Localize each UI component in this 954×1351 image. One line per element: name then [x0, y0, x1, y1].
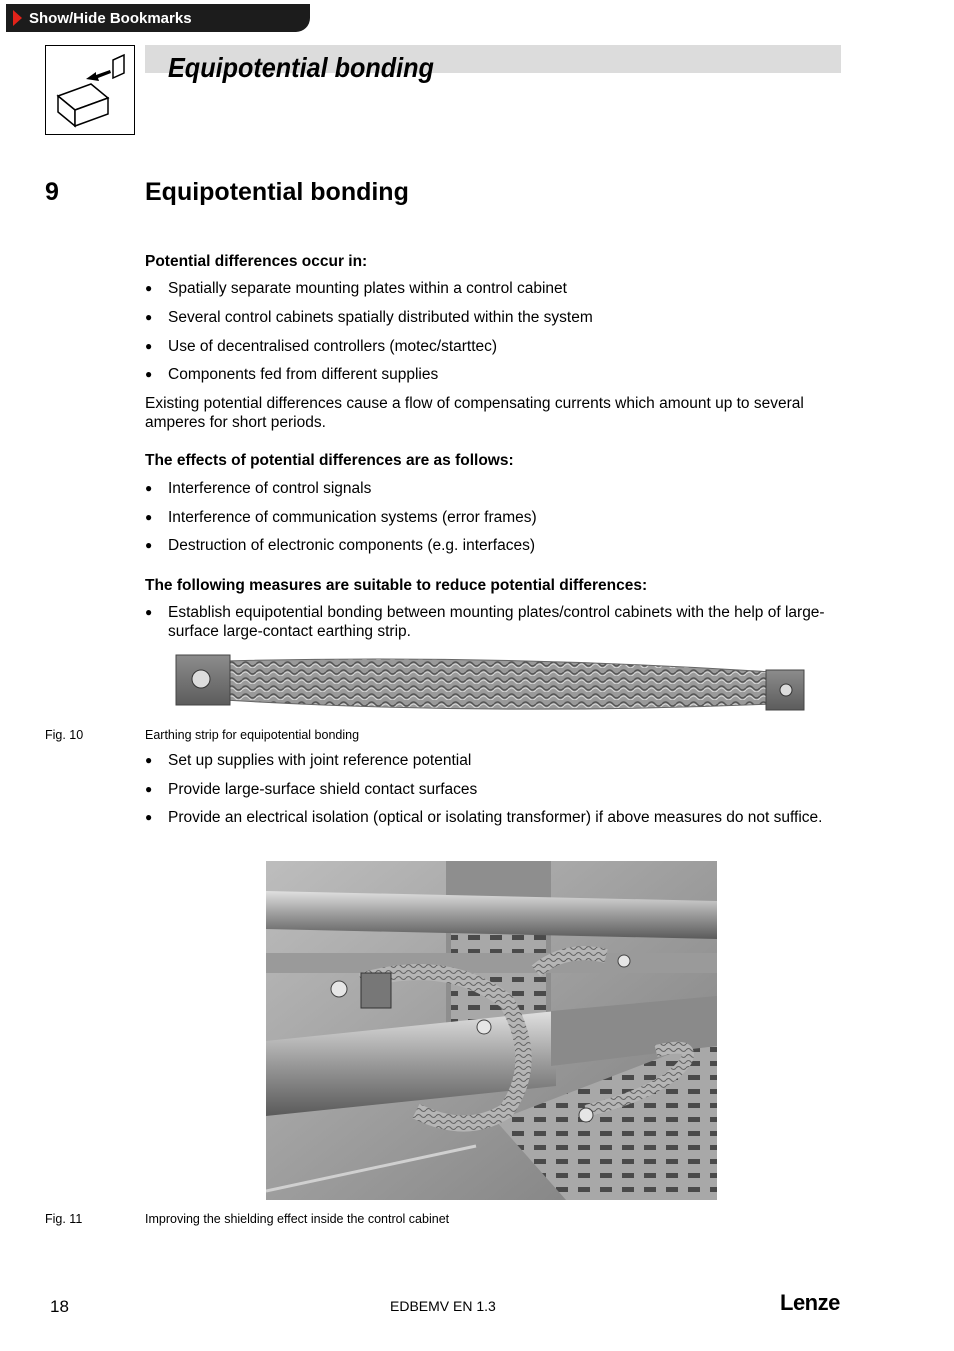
box-with-arrow-icon	[45, 45, 135, 135]
list-item: ● Set up supplies with joint reference potential	[145, 751, 845, 770]
section-effects	[145, 451, 845, 555]
list-item: ● Destruction of electronic components (e.g. interfaces)	[145, 536, 845, 555]
list-item: ● Components fed from different supplies	[145, 365, 845, 384]
page-header-title: Equipotential bonding	[168, 52, 434, 83]
triangle-right-icon	[13, 10, 22, 26]
list-item: ● Use of decentralised controllers (motec/starttec)	[145, 337, 845, 356]
chapter-number: 9	[45, 178, 59, 206]
figure-label: Fig. 10	[45, 728, 84, 742]
page-number: 18	[50, 1297, 69, 1316]
figure-caption: Earthing strip for equipotential bonding	[145, 728, 360, 742]
list-item: ● Interference of communication systems (error frames)	[145, 508, 845, 527]
section-measures	[145, 576, 845, 641]
control-cabinet-photo	[266, 861, 717, 1200]
list-item: ● Interference of control signals	[145, 479, 845, 498]
chapter-title: Equipotential bonding	[145, 178, 409, 206]
document-id: EDBEMV EN 1.3	[390, 1298, 496, 1314]
bookmarks-label: Show/Hide Bookmarks	[29, 9, 192, 27]
section-heading: The effects of potential differences are as follows:	[145, 452, 514, 469]
section-heading: The following measures are suitable to reduce potential differences:	[145, 577, 648, 594]
section-potential-differences	[145, 252, 845, 432]
list-item: ● Provide an electrical isolation (optical or isolating transformer) if above measures do not suffice.	[145, 808, 845, 827]
list-item: ● Several control cabinets spatially distributed within the system	[145, 308, 845, 327]
show-hide-bookmarks-button[interactable]	[6, 4, 310, 32]
list-item: ● Spatially separate mounting plates within a control cabinet	[145, 279, 845, 298]
figure-caption: Improving the shielding effect inside the control cabinet	[145, 1212, 450, 1226]
section-heading: Potential differences occur in:	[145, 253, 368, 270]
list-item: ● Provide large-surface shield contact surfaces	[145, 780, 845, 799]
section-measures-continued	[145, 751, 845, 827]
earthing-strip-image	[172, 652, 808, 716]
lenze-logo: Lenze	[780, 1290, 840, 1315]
paragraph: Existing potential differences cause a flow of compensating currents which amount up to several amperes for short periods.	[145, 395, 804, 431]
figure-label: Fig. 11	[45, 1212, 83, 1226]
list-item: ● Establish equipotential bonding between mounting plates/control cabinets with the help of large-surface large-contact earthing strip.	[145, 603, 845, 641]
